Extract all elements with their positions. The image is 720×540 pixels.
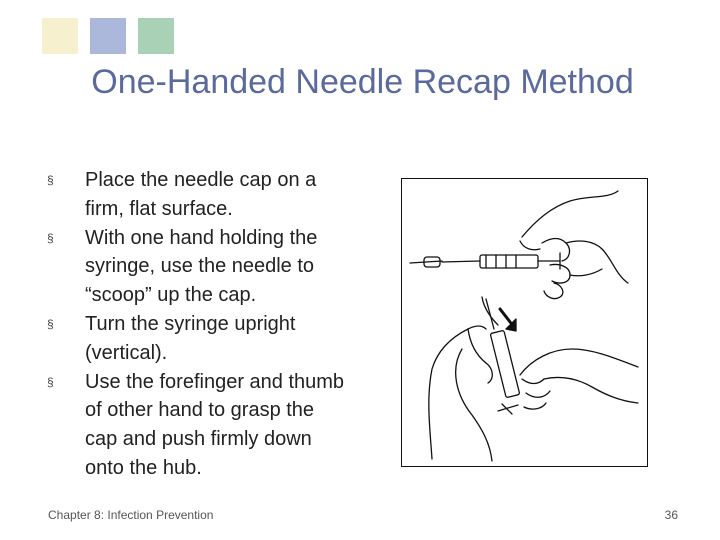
decor-square-yellow bbox=[42, 18, 78, 54]
bullet-marker: § bbox=[47, 374, 54, 389]
bullet-item bbox=[45, 368, 345, 483]
syringe-recap-illustration bbox=[401, 178, 648, 467]
bullet-list bbox=[45, 166, 345, 483]
bullet-marker: § bbox=[47, 230, 54, 245]
bullet-item bbox=[45, 224, 345, 310]
decor-square-blue bbox=[90, 18, 126, 54]
bullet-text: Place the needle cap on a firm, flat surface. bbox=[85, 169, 317, 220]
slide-title: One-Handed Needle Recap Method bbox=[91, 63, 634, 101]
bullet-item bbox=[45, 166, 345, 224]
page-number: 36 bbox=[664, 508, 678, 522]
bullet-text: With one hand holding the syringe, use the needle to “scoop” up the cap. bbox=[85, 226, 318, 307]
bullet-marker: § bbox=[47, 316, 54, 331]
decor-square-green bbox=[138, 18, 174, 54]
syringe-recap-illustration-svg bbox=[402, 179, 646, 465]
bullet-text: Use the forefinger and thumb of other hand to grasp the cap and push firmly down onto the hub. bbox=[85, 370, 345, 479]
bullet-text: Turn the syringe upright (vertical). bbox=[85, 312, 296, 364]
bullet-marker: § bbox=[47, 173, 54, 187]
footer-chapter: Chapter 8: Infection Prevention bbox=[48, 508, 214, 522]
bullet-item bbox=[45, 310, 345, 368]
